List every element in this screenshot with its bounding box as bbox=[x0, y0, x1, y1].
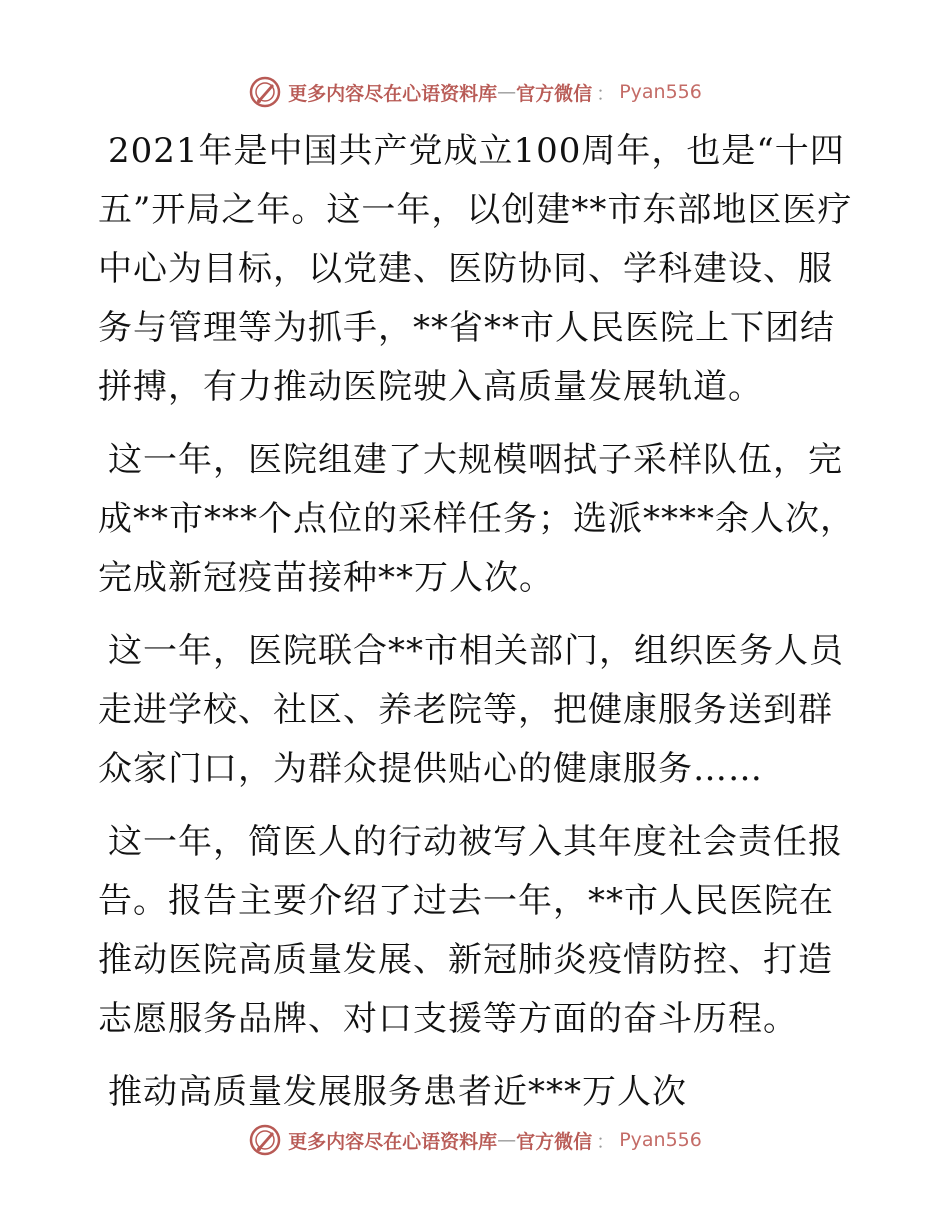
paragraph-intro: 2021年是中国共产党成立100周年，也是“十四五”开局之年。这一年，以创建**市东部地区医疗中心为目标，以党建、医防协同、学科建设、服务与管理等为抓手，**省**市人民医院上下团结拼搏，有力推动医院驶入高质量发展轨道。 bbox=[98, 131, 853, 407]
section-heading: 推动高质量发展服务患者近***万人次 bbox=[108, 1072, 687, 1112]
paragraph-sampling: 这一年，医院组建了大规模咽拭子采样队伍，完成**市***个点位的采样任务；选派****余人次，完成新冠疫苗接种**万人次。 bbox=[98, 440, 855, 598]
banner-wechat-label: 官方微信 bbox=[516, 1130, 593, 1153]
paragraph-responsibility-report: 这一年，简医人的行动被写入其年度社会责任报告。报告主要介绍了过去一年，**市人民医院在推动医院高质量发展、新冠肺炎疫情防控、打造志愿服务品牌、对口支援等方面的奋斗历程。 bbox=[98, 822, 843, 1039]
banner-wechat-id: Pyan556 bbox=[619, 81, 702, 103]
banner-wechat-label: 官方微信 bbox=[516, 82, 593, 105]
banner-wechat-id: Pyan556 bbox=[619, 1129, 702, 1151]
banner-dash: — bbox=[497, 81, 517, 103]
banner-separator: ： bbox=[596, 82, 616, 105]
pen-nib-logo-icon bbox=[248, 1123, 282, 1157]
banner-main-text: 更多内容尽在心语资料库 bbox=[288, 1130, 498, 1153]
header-banner bbox=[0, 72, 950, 112]
document-body bbox=[98, 122, 858, 1136]
pen-nib-logo-icon bbox=[248, 75, 282, 109]
banner-dash: — bbox=[497, 1129, 517, 1151]
banner-main-text: 更多内容尽在心语资料库 bbox=[288, 82, 498, 105]
footer-banner bbox=[0, 1120, 950, 1160]
banner-separator: ： bbox=[596, 1130, 616, 1153]
paragraph-community-service: 这一年，医院联合**市相关部门，组织医务人员走进学校、社区、养老院等，把健康服务送到群众家门口，为群众提供贴心的健康服务…… bbox=[98, 631, 844, 789]
